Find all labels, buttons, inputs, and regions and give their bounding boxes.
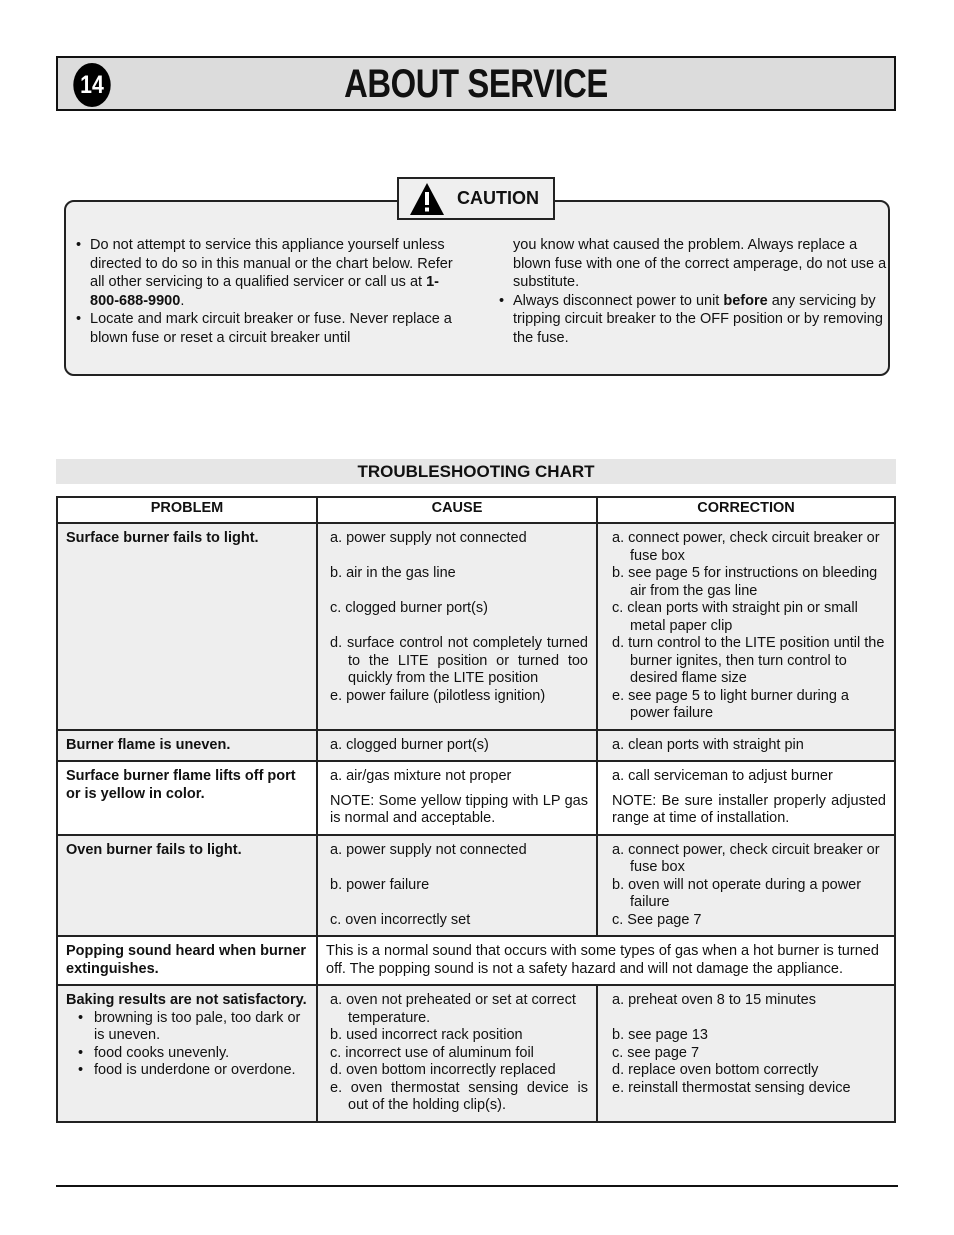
cause-item: a. clogged burner port(s) (330, 736, 489, 753)
caution-bullet-1 (76, 236, 460, 310)
correction-cell (597, 730, 895, 762)
correction-item: c. see page 7 (612, 1044, 700, 1061)
cause-item: e. oven thermostat sensing device is out of the holding clip(s). (330, 1079, 588, 1113)
explanation-cell: This is a normal sound that occurs with some types of gas when a hot burner is turned off. The popping sound is not a safety hazard and will not damage the appliance. (317, 936, 895, 985)
page-number-badge: 14 (73, 63, 110, 107)
correction-item: c. clean ports with straight pin or small metal paper clip (612, 600, 858, 634)
correction-item: a. preheat oven 8 to 15 minutes (612, 992, 816, 1008)
caution-bullet-2-continued: you know what caused the problem. Always replace a blown fuse with one of the correct amperage, do not use a substitute. (513, 237, 887, 290)
table-row (57, 761, 895, 835)
warning-triangle-icon (409, 182, 445, 216)
correction-item: a. connect power, check circuit breaker or fuse box (612, 530, 880, 564)
cause-item: c. oven incorrectly set (330, 911, 471, 928)
correction-item: e. see page 5 to light burner during a power failure (612, 687, 849, 721)
caution-bullet-3 (499, 292, 887, 348)
cause-cell (317, 761, 597, 835)
correction-note: NOTE: Be sure installer properly adjusted range at time of installation. (612, 792, 886, 826)
cause-cell (317, 985, 597, 1122)
problem-symptom-list (66, 1010, 308, 1080)
table-row (57, 730, 895, 762)
cause-cell (317, 835, 597, 937)
cause-item: c. incorrect use of aluminum foil (330, 1044, 534, 1061)
section-header (56, 56, 896, 111)
cause-note: NOTE: Some yellow tipping with LP gas is normal and acceptable. (330, 792, 588, 826)
problem-cell: Surface burner flame lifts off port or is yellow in color. (57, 761, 317, 835)
correction-item: d. replace oven bottom correctly (612, 1062, 819, 1078)
correction-item: c. See page 7 (612, 911, 702, 928)
problem-cell: Burner flame is uneven. (57, 730, 317, 762)
correction-item: a. connect power, check circuit breaker or fuse box (612, 841, 880, 875)
table-header-row (57, 497, 895, 523)
cause-item: d. surface control not completely turned to the LITE position or turned too quickly from the LITE position (330, 635, 588, 686)
caution-bullet-3-text: Always disconnect power to unit (513, 292, 724, 309)
cause-item: a. power supply not connected (330, 530, 527, 546)
caution-bullet-2: • Locate and mark circuit breaker or fuse. Never replace a blown fuse or reset a circuit breaker until (76, 310, 460, 347)
cause-item: a. power supply not connected (330, 841, 527, 858)
caution-column-right (499, 236, 887, 347)
cause-item: a. air/gas mixture not proper (330, 768, 512, 784)
caution-bullet-3-end: any servicing by tripping circuit breaker to the OFF position or by removing the fuse. (513, 292, 883, 346)
column-header-correction: CORRECTION (597, 497, 895, 523)
correction-cell (597, 985, 895, 1122)
cause-item: b. used incorrect rack position (330, 1027, 523, 1043)
caution-bullet-1-end: . (180, 292, 185, 309)
caution-label-box (397, 177, 555, 220)
problem-cell: Surface burner fails to light. (57, 523, 317, 730)
list-item: • browning is too pale, too dark or is uneven. (66, 1010, 308, 1045)
correction-item: e. reinstall thermostat sensing device (612, 1079, 851, 1096)
table-row (57, 985, 895, 1122)
list-item: • food is underdone or overdone. (66, 1062, 308, 1080)
problem-cell (57, 985, 317, 1122)
service-phone-number: 1-800-688-9900 (90, 274, 439, 309)
cause-item: b. power failure (330, 876, 430, 893)
correction-cell (597, 523, 895, 730)
troubleshooting-table (56, 496, 896, 1123)
correction-item: b. see page 13 (612, 1027, 708, 1043)
cause-item: d. oven bottom incorrectly replaced (330, 1062, 556, 1078)
footer-divider (56, 1185, 898, 1187)
table-row (57, 523, 895, 730)
correction-item: b. see page 5 for instructions on bleeding air from the gas line (612, 565, 878, 599)
cause-item: b. air in the gas line (330, 565, 456, 581)
correction-cell (597, 761, 895, 835)
column-header-problem: PROBLEM (57, 497, 317, 523)
correction-item: a. call serviceman to adjust burner (612, 768, 833, 784)
caution-bullet-1-text: Do not attempt to service this appliance yourself unless directed to do so in this manual or the chart below. Refer all other servicing to a qualified servicer or call us at (90, 237, 453, 290)
correction-item: d. turn control to the LITE position until the burner ignites, then turn control to desired flame size (612, 635, 885, 686)
caution-bullet-3-emphasis: before (723, 292, 768, 309)
cause-item: e. power failure (pilotless ignition) (330, 687, 546, 704)
page-title: ABOUT SERVICE (344, 62, 608, 106)
correction-item: a. clean ports with straight pin (612, 736, 804, 753)
problem-cell: Popping sound heard when burner extinguishes. (57, 936, 317, 985)
caution-label: CAUTION (457, 188, 539, 208)
correction-item: b. oven will not operate during a power failure (612, 876, 862, 910)
table-row (57, 835, 895, 937)
cause-cell (317, 730, 597, 762)
column-header-cause: CAUSE (317, 497, 597, 523)
cause-item: a. oven not preheated or set at correct temperature. (330, 992, 576, 1026)
chart-title: TROUBLESHOOTING CHART (56, 459, 896, 484)
problem-cell: Oven burner fails to light. (57, 835, 317, 937)
table-row (57, 936, 895, 985)
problem-title: Baking results are not satisfactory. (66, 992, 307, 1008)
list-item: • food cooks unevenly. (66, 1045, 308, 1063)
caution-column-left (76, 236, 460, 347)
cause-item: c. clogged burner port(s) (330, 600, 488, 616)
correction-cell (597, 835, 895, 937)
cause-cell (317, 523, 597, 730)
